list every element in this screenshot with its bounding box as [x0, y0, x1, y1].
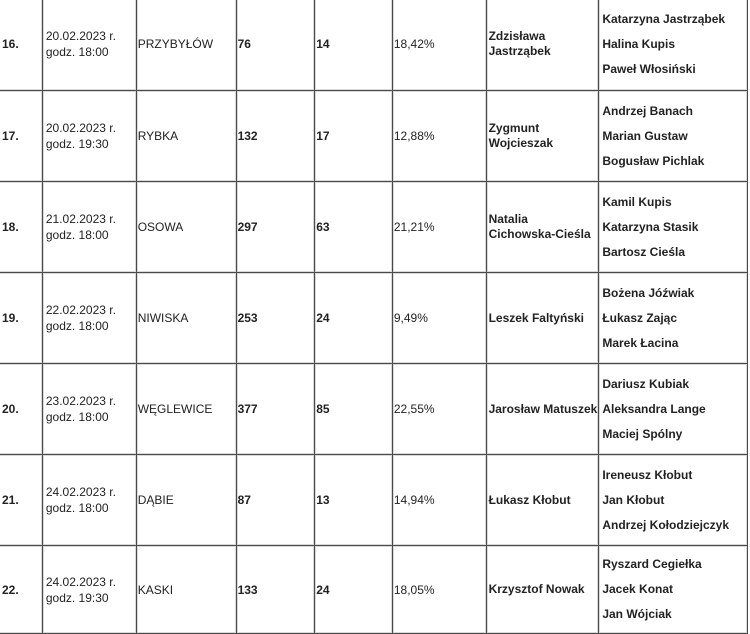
row-number: 16. [0, 0, 42, 90]
meeting-date: 24.02.2023 r. [45, 485, 116, 499]
council-member: Andrzej Kołodziejczyk [602, 517, 730, 532]
attendance-percent: 18,42% [392, 0, 486, 90]
row-number: 22. [0, 545, 42, 634]
table-row [0, 545, 748, 634]
eligible-count: 132 [236, 90, 315, 181]
council-members [598, 90, 748, 181]
council-member: Aleksandra Lange [602, 401, 706, 416]
village-head: Zdzisława Jastrząbek [486, 0, 599, 90]
meeting-time: godz. 18:00 [45, 228, 109, 242]
eligible-count: 76 [236, 0, 315, 90]
row-number: 19. [0, 272, 42, 363]
council-member: Katarzyna Stasik [602, 219, 699, 234]
meeting-datetime [42, 90, 136, 181]
council-member: Jan Kłobut [602, 492, 665, 507]
meeting-time: godz. 18:00 [45, 501, 109, 515]
meeting-date: 21.02.2023 r. [45, 212, 116, 226]
village-name: PRZYBYŁÓW [136, 0, 236, 90]
table-row [0, 272, 748, 363]
council-members [598, 545, 748, 634]
table-row [0, 90, 748, 181]
council-member: Dariusz Kubiak [602, 376, 690, 391]
meeting-date: 20.02.2023 r. [45, 121, 116, 135]
council-member: Łukasz Zając [602, 310, 678, 325]
council-member: Bożena Jóźwiak [602, 285, 695, 300]
meeting-date: 22.02.2023 r. [45, 303, 116, 317]
attendance-count: 24 [314, 272, 392, 363]
council-member: Ryszard Cegiełka [602, 557, 702, 571]
village-head: Krzysztof Nowak [486, 545, 599, 634]
council-member: Andrzej Banach [602, 103, 694, 118]
attendance-count: 85 [314, 363, 392, 454]
attendance-count: 63 [314, 181, 392, 272]
meeting-time: godz. 18:00 [45, 410, 109, 424]
eligible-count: 253 [236, 272, 315, 363]
village-head: Zygmunt Wojcieszak [486, 90, 599, 181]
attendance-count: 14 [314, 0, 392, 90]
village-name: WĘGLEWICE [136, 363, 236, 454]
eligible-count: 377 [236, 363, 315, 454]
attendance-percent: 21,21% [392, 181, 486, 272]
village-name: DĄBIE [136, 454, 236, 545]
table-row [0, 363, 748, 454]
council-members [598, 363, 748, 454]
council-members [598, 454, 748, 545]
village-name: RYBKA [136, 90, 236, 181]
meeting-time: godz. 19:30 [45, 590, 109, 605]
attendance-count: 17 [314, 90, 392, 181]
meeting-datetime [42, 272, 136, 363]
council-member: Jan Wójciak [602, 607, 672, 621]
row-number: 17. [0, 90, 42, 181]
attendance-percent: 14,94% [392, 454, 486, 545]
council-member: Marian Gustaw [602, 128, 688, 143]
meeting-datetime [42, 454, 136, 545]
row-number: 20. [0, 363, 42, 454]
council-members [598, 272, 748, 363]
attendance-percent: 18,05% [392, 545, 486, 634]
table-row [0, 454, 748, 545]
meeting-datetime [42, 545, 136, 634]
meeting-time: godz. 18:00 [45, 45, 109, 59]
council-member: Maciej Spólny [602, 426, 683, 441]
council-member: Kamil Kupis [602, 194, 672, 209]
eligible-count: 133 [236, 545, 315, 634]
meeting-date: 24.02.2023 r. [45, 574, 116, 589]
council-members [598, 181, 748, 272]
meeting-date: 20.02.2023 r. [45, 29, 116, 43]
row-number: 18. [0, 181, 42, 272]
meeting-datetime [42, 0, 136, 90]
village-head: Jarosław Matuszek [486, 363, 599, 454]
council-member: Jacek Konat [602, 582, 674, 596]
meeting-datetime [42, 363, 136, 454]
council-member: Bogusław Pichlak [602, 153, 705, 168]
table-row [0, 181, 748, 272]
council-member: Katarzyna Jastrząbek [602, 11, 726, 26]
meeting-date: 23.02.2023 r. [45, 394, 116, 408]
village-head: Leszek Faltyński [486, 272, 599, 363]
village-head: Natalia Cichowska-Cieśla [486, 181, 599, 272]
eligible-count: 297 [236, 181, 315, 272]
council-member: Halina Kupis [602, 36, 676, 51]
council-member: Paweł Włosiński [602, 61, 696, 76]
council-member: Bartosz Cieśla [602, 244, 686, 259]
village-name: NIWISKA [136, 272, 236, 363]
council-members [598, 0, 748, 90]
meeting-time: godz. 19:30 [45, 137, 109, 151]
village-name: OSOWA [136, 181, 236, 272]
attendance-count: 24 [314, 545, 392, 634]
village-head: Łukasz Kłobut [486, 454, 599, 545]
attendance-percent: 12,88% [392, 90, 486, 181]
attendance-percent: 22,55% [392, 363, 486, 454]
meeting-datetime [42, 181, 136, 272]
attendance-count: 13 [314, 454, 392, 545]
attendance-percent: 9,49% [392, 272, 486, 363]
council-member: Ireneusz Kłobut [602, 467, 693, 482]
meeting-time: godz. 18:00 [45, 319, 109, 333]
eligible-count: 87 [236, 454, 315, 545]
row-number: 21. [0, 454, 42, 545]
village-name: KASKI [136, 545, 236, 634]
table-row [0, 0, 748, 90]
council-member: Marek Łacina [602, 335, 679, 350]
